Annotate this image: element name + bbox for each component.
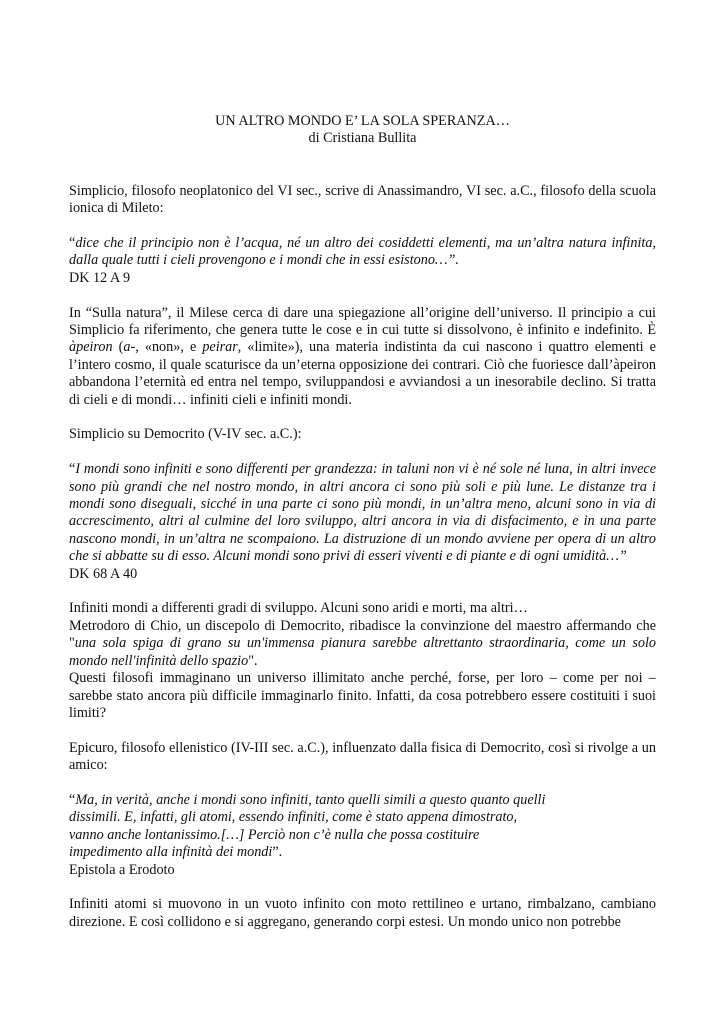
quote-line: dissimili. E, infatti, gli atomi, essendo infiniti, come è stato appena dimostrato, [69,809,518,826]
document-page [69,113,656,949]
quote-text: dice che il principio non è l’acqua, né un altro dei cosiddetti elementi, ma un’altra natura infinita, dalla quale tutti i cieli provengono e i mondi che in essi esistono…”. [69,235,656,269]
quote-text: I mondi sono infiniti e sono differenti per grandezza: in taluni non vi è né sole né luna, in altri invece sono più grandi che nel nostro mondo, in altri ancora ci sono più soli e più lune. Le distanze tra i mondi sono diseguali, sicché in una parte ci sono più mondi, in un’altra meno, alcuni sono in via di accrescimento, altri al culmine del loro sviluppo, altri ancora in via di disfacimento, e in una parte nascono mondi, in un’altra ne scompaiono. La distruzione di un mondo avviene per opera di un altro che si abbatte su di esso. Alcuni mondi sono privi di esseri viventi e di piante e di ogni umidità…” [69,461,656,565]
paragraph-infiniti-mondi [69,600,656,722]
quote-open-mark: “ [69,461,76,478]
quote-democrito [69,461,656,583]
quote-reference: Epistola a Erodoto [69,861,175,878]
quote-line: “Ma, in verità, anche i mondi sono infiniti, tanto quelli simili a questo quanto quelli [69,791,546,808]
quote-reference: DK 68 A 40 [69,565,138,582]
paragraph-simplicio-intro: Simplicio, filosofo neoplatonico del VI sec., scrive di Anassimandro, VI sec. a.C., filosofo della scuola ionica di Mileto: [69,182,656,217]
paragraph-metrodoro: Metrodoro di Chio, un discepolo di Democrito, ribadisce la convinzione del maestro affermando che "una sola spiga di grano su un'immensa pianura sarebbe altrettanto straordinaria, come un solo mondo nell'infinità dello spazio". [69,617,656,669]
paragraph-atomi: Infiniti atomi si muovono in un vuoto infinito con moto rettilineo e urtano, rimbalzano, cambiano direzione. E così collidono e si aggregano, generando corpi estesi. Un mondo unico non potrebbe [69,896,656,930]
quote-reference: DK 12 A 9 [69,269,131,286]
text-line: Infiniti mondi a differenti gradi di sviluppo. Alcuni sono aridi e morti, ma altri… [69,600,528,617]
quote-line: vanno anche lontanissimo.[…] Perciò non c’è nulla che possa costituire [69,826,480,843]
term-peirar: peirar [202,339,238,356]
document-author: di Cristiana Bullita [308,130,417,147]
term-a-prefix: a- [123,339,136,356]
paragraph-epicuro: Epicuro, filosofo ellenistico (IV-III sec. a.C.), influenzato dalla fisica di Democrito, così si rivolge a un amico: [69,739,656,774]
quote-anassimandro [69,235,656,287]
term-apeiron: àpeiron [69,339,113,356]
quote-line: impedimento alla infinità dei mondi”. [69,844,283,861]
quote-open-mark: “ [69,235,76,252]
paragraph-sulla-natura: In “Sulla natura”, il Milese cerca di dare una spiegazione all’origine dell’universo. Il principio a cui Simplicio fa riferimento, che genera tutte le cose e in cui tutte si dissolvono, è infinito e indefinito. È àpeiron (a-, «non», e peirar, «limite»), una materia indistinta da cui nascono i quattro elementi e l’intero cosmo, il quale scaturisce da un’eterna opposizione dei contrari. Ciò che fuoriesce dall’àpeiron abbandona l’eternità ed entra nel tempo, sviluppandosi e avviandosi a un inesorabile declino. Si tratta di cieli e di mondi… infiniti cieli e infiniti mondi. [69,304,656,408]
quote-metrodoro: una sola spiga di grano su un'immensa pianura sarebbe altrettanto straordinaria, come un solo mondo nell'infinità dello spazio [69,635,656,669]
quote-epicuro [69,792,656,879]
document-title: UN ALTRO MONDO E’ LA SOLA SPERANZA… [215,113,510,129]
paragraph-simplicio-democrito: Simplicio su Democrito (V-IV sec. a.C.): [69,426,302,443]
paragraph-universo-illimitato: Questi filosofi immaginano un universo illimitato anche perché, forse, per loro – come per noi – sarebbe stato ancora più difficile immaginarlo finito. Infatti, da cosa potrebbero essere costituiti i suoi limiti? [69,670,656,721]
